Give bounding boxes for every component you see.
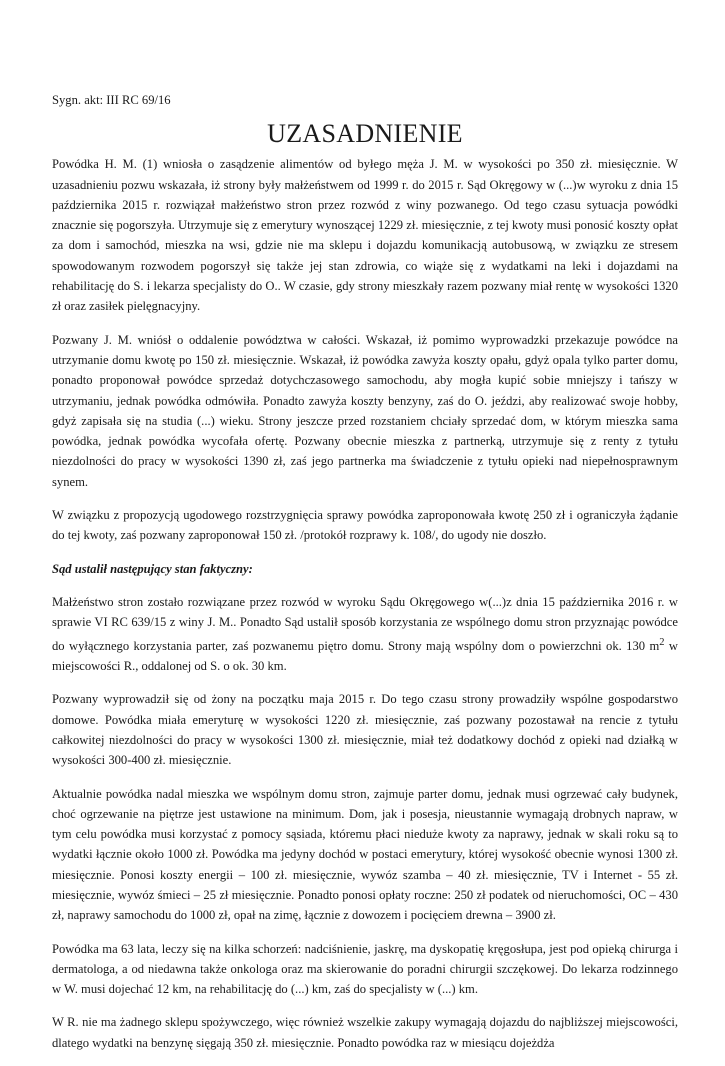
section-heading: Sąd ustalił następujący stan faktyczny:: [52, 561, 253, 576]
case-signature: Sygn. akt: III RC 69/16: [52, 93, 171, 107]
paragraph-shopping: W R. nie ma żadnego sklepu spożywczego, więc również wszelkie zakupy wymagają dojazdu do najbliższej miejscowości, dlatego wydatki na benzynę sięgają 350 zł. miesięcznie. Ponadto powódka raz w miesiącu dojeżdża: [52, 1015, 678, 1050]
paragraph-settlement: W związku z propozycją ugodowego rozstrzygnięcia sprawy powódka zaproponowała kwotę 250 zł i ograniczyła żądanie do tej kwoty, zaś pozwany zaproponował 150 zł. /protokół rozprawy k. 108/, do ugody nie doszło.: [52, 508, 678, 543]
paragraph-divorce-tail: w miejscowości R., oddalonej od S. o ok. 30 km.: [52, 638, 678, 674]
paragraph-defense: Pozwany J. M. wniósł o oddalenie powództwa w całości. Wskazał, iż pomimo wyprowadzki przekazuje powódce na utrzymanie domu kwotę po 150 zł. miesięcznie. Wskazał, iż powódka zawyża koszty opału, gdyż opala tylko parter domu, ponadto proponował powódce sprzedaż dotychczasowego samochodu, aby mogła kupić sobie mniejszy i tańszy w utrzymaniu, jednak powódka odmówiła. Ponadto zawyża koszty benzyny, zaś do O. jeździ, aby realizować swoje hobby, gdyż zapisała się na studia (...) wieku. Strony jeszcze przed rozstaniem chciały sprzedać dom, w którym mieszka sama powódka, jednak powódka wycofała ofertę. Pozwany obecnie mieszka z partnerką, utrzymuje się z renty z tytułu niezdolności do pracy w wysokości 1390 zł, zaś jego partnerka ma świadczenie z tytułu opieki nad niepełnosprawnym synem.: [52, 332, 678, 489]
paragraph-current-costs: Aktualnie powódka nadal mieszka we wspólnym domu stron, zajmuje parter domu, jednak musi ogrzewać cały budynek, choć ogrzewanie na piętrze jest ustawione na minimum. Dom, jak i posesja, nieustannie wymagają drobnych napraw, w tym celu powódka musi korzystać z pomocy sąsiada, któremu płaci nieduże kwoty za naprawy, jednak w skali roku są to wydatki łącznie około 1000 zł. Powódka ma jedyny dochód w postaci emerytury, której wysokość obecnie wynosi 1300 zł. miesięcznie. Ponosi koszty energii – 100 zł. miesięcznie, wywóz szamba – 40 zł. miesięcznie, TV i Internet - 55 zł. miesięcznie, wywóz śmieci – 25 zł miesięcznie. Ponadto ponosi opłaty roczne: 250 zł podatek od nieruchomości, OC – 430 zł, naprawy samochodu do 1000 zł, opał na zimę, łącznie z dowozem i pocięciem drewna – 3900 zł.: [52, 786, 678, 923]
document-page: [52, 90, 678, 1066]
document-title: UZASADNIENIE: [267, 119, 463, 149]
paragraph-divorce-text: Małżeństwo stron zostało rozwiązane przez rozwód w wyroku Sądu Okręgowego w(...)z dnia 15 października 2016 r. w sprawie VI RC 639/15 z winy J. M.. Ponadto Sąd ustalił sposób korzystania ze wspólnego domu stron przyznając powódce do wyłącznego korzystania parter, zaś pozwanemu piętro domu. Strony mają wspólny dom o powierzchni ok. 130 m: [52, 594, 678, 653]
paragraph-claim: Powódka H. M. (1) wniosła o zasądzenie alimentów od byłego męża J. M. w wysokości po 350 zł. miesięcznie. W uzasadnieniu pozwu wskazała, iż strony były małżeństwem od 1999 r. do 2015 r. Sąd Okręgowy w (...)w wyroku z dnia 15 października 2015 r. rozwiązał małżeństwo stron przez rozwód z winy pozwanego. Od tego czasu sytuacja powódki znacznie się pogorszyła. Utrzymuje się z emerytury wynoszącej 1229 zł. miesięcznie, z tej kwoty musi ponosić koszty opłat za dom i samochód, mieszka na wsi, gdzie nie ma sklepu i dojazdu komunikacją autobusową, w związku ze stresem spowodowanym rozwodem pogorszył się także jej stan zdrowia, co wiąże się z wydatkami na leki i dojazdami na rehabilitację do S. i lekarza specjalisty do O.. W czasie, gdy strony mieszkały razem pozwany miał rentę w wysokości 1320 zł oraz zasiłek pielęgnacyjny.: [52, 157, 678, 314]
area-unit-superscript: 2: [659, 636, 665, 648]
paragraph-health: Powódka ma 63 lata, leczy się na kilka schorzeń: nadciśnienie, jaskrę, ma dyskopatię kręgosłupa, jest pod opieką chirurga i dermatologa, a od niedawna także onkologa oraz ma skierowanie do poradni chirurgii szczękowej. Do lekarza rodzinnego w W. musi dojechać 12 km, na rehabilitację do (...) km, zaś do specjalisty w (...) km.: [52, 941, 678, 997]
paragraph-separation: Pozwany wyprowadził się od żony na początku maja 2015 r. Do tego czasu strony prowadziły wspólne gospodarstwo domowe. Powódka miała emeryturę w wysokości 1220 zł. miesięcznie, zaś pozwany pozostawał na rencie z tytułu całkowitej niezdolności do pracy w wysokości 1300 zł. miesięcznie, miał też dodatkowy dochód z opieki nad działką w wysokości 300-400 zł. miesięcznie.: [52, 692, 678, 768]
paragraph-divorce: [52, 592, 678, 676]
